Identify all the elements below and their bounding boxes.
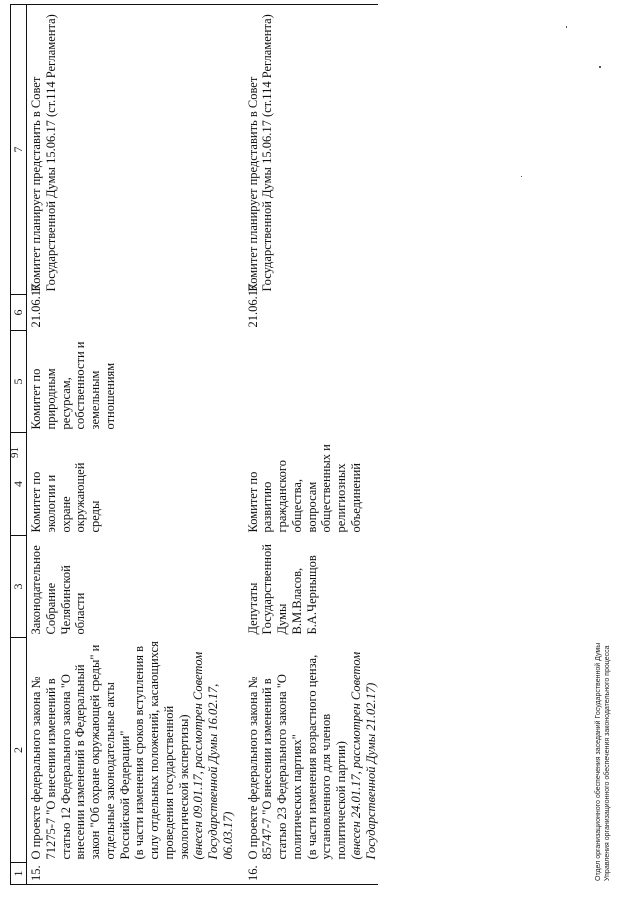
header-col-1: 1	[11, 863, 27, 885]
header-col-6: 6	[11, 295, 27, 331]
header-row	[11, 5, 27, 885]
bill-title: О проекте федерального закона № 85747-7 "О внесении изменений в статью 23 Федерального закона "О политических партиях"	[245, 674, 304, 860]
initiator: Депутаты Государственной Думы В.М.Власов, Б.А.Черныщов	[245, 544, 319, 635]
footer	[595, 643, 613, 881]
bill-detail: (в части изменения возрастного ценза, установленного для членов политической партии)	[304, 654, 348, 860]
initiator: Законодательное Собрание Челябинской области	[29, 545, 88, 635]
row-number: 15.	[27, 863, 244, 885]
co-committee: Комитет по природным ресурсам, собственности и земельным отношениям	[29, 341, 117, 430]
table-row	[27, 5, 244, 885]
agenda-table	[10, 4, 378, 885]
table-row	[244, 5, 379, 885]
header-col-3: 3	[11, 536, 27, 638]
row-number: 16.	[244, 863, 379, 885]
header-col-5: 5	[11, 331, 27, 433]
scan-speck	[566, 26, 567, 28]
plan: Комитет планирует представить в Совет Государственной Думы 15.06.17 (ст.114 Регламента)	[27, 5, 244, 295]
header-col-7: 7	[11, 5, 27, 295]
responsible-committee: Комитет по экологии и охране окружающей среды	[29, 462, 102, 533]
bill-description	[244, 638, 379, 863]
bill-note: (внесен 09.01.17, рассмотрен Советом Государственной Думы 16.02.17, 06.03.17)	[191, 651, 235, 860]
scan-speck	[599, 66, 601, 68]
plan: Комитет планирует представить в Совет Государственной Думы 15.06.17 (ст.114 Регламента)	[244, 5, 379, 295]
bill-note: (внесен 24.01.17, рассмотрен Советом Государственной Думы 21.02.17)	[348, 651, 378, 860]
bill-title: О проекте федерального закона № 71275-7 "О внесении изменений в статью 12 Федерального закона "О внесении изменений в Федеральный закон "Об охране окружающей среды" и отдельные законодательные акты Российской Федерации"	[29, 644, 132, 860]
header-col-2: 2	[11, 638, 27, 863]
scan-speck	[521, 176, 522, 177]
date: 21.06.17	[245, 283, 260, 328]
header-col-4: 4	[11, 433, 27, 536]
page-number: 91	[9, 447, 21, 458]
co-committee	[244, 331, 379, 433]
responsible-committee: Комитет по развитию гражданского общества, вопросам общественных и религиозных объединений	[245, 444, 363, 533]
footer-line-1: Отдел организационного обеспечения заседаний Государственной Думы	[595, 642, 602, 881]
bill-description	[27, 638, 244, 863]
footer-line-2: Управления организационного обеспечения законодательного процесса	[603, 645, 611, 881]
date: 21.06.17	[29, 283, 43, 328]
bill-detail: (в части изменения сроков вступления в силу отдельных положений, касающихся проведения государственной экологической экспертизы)	[132, 641, 191, 860]
